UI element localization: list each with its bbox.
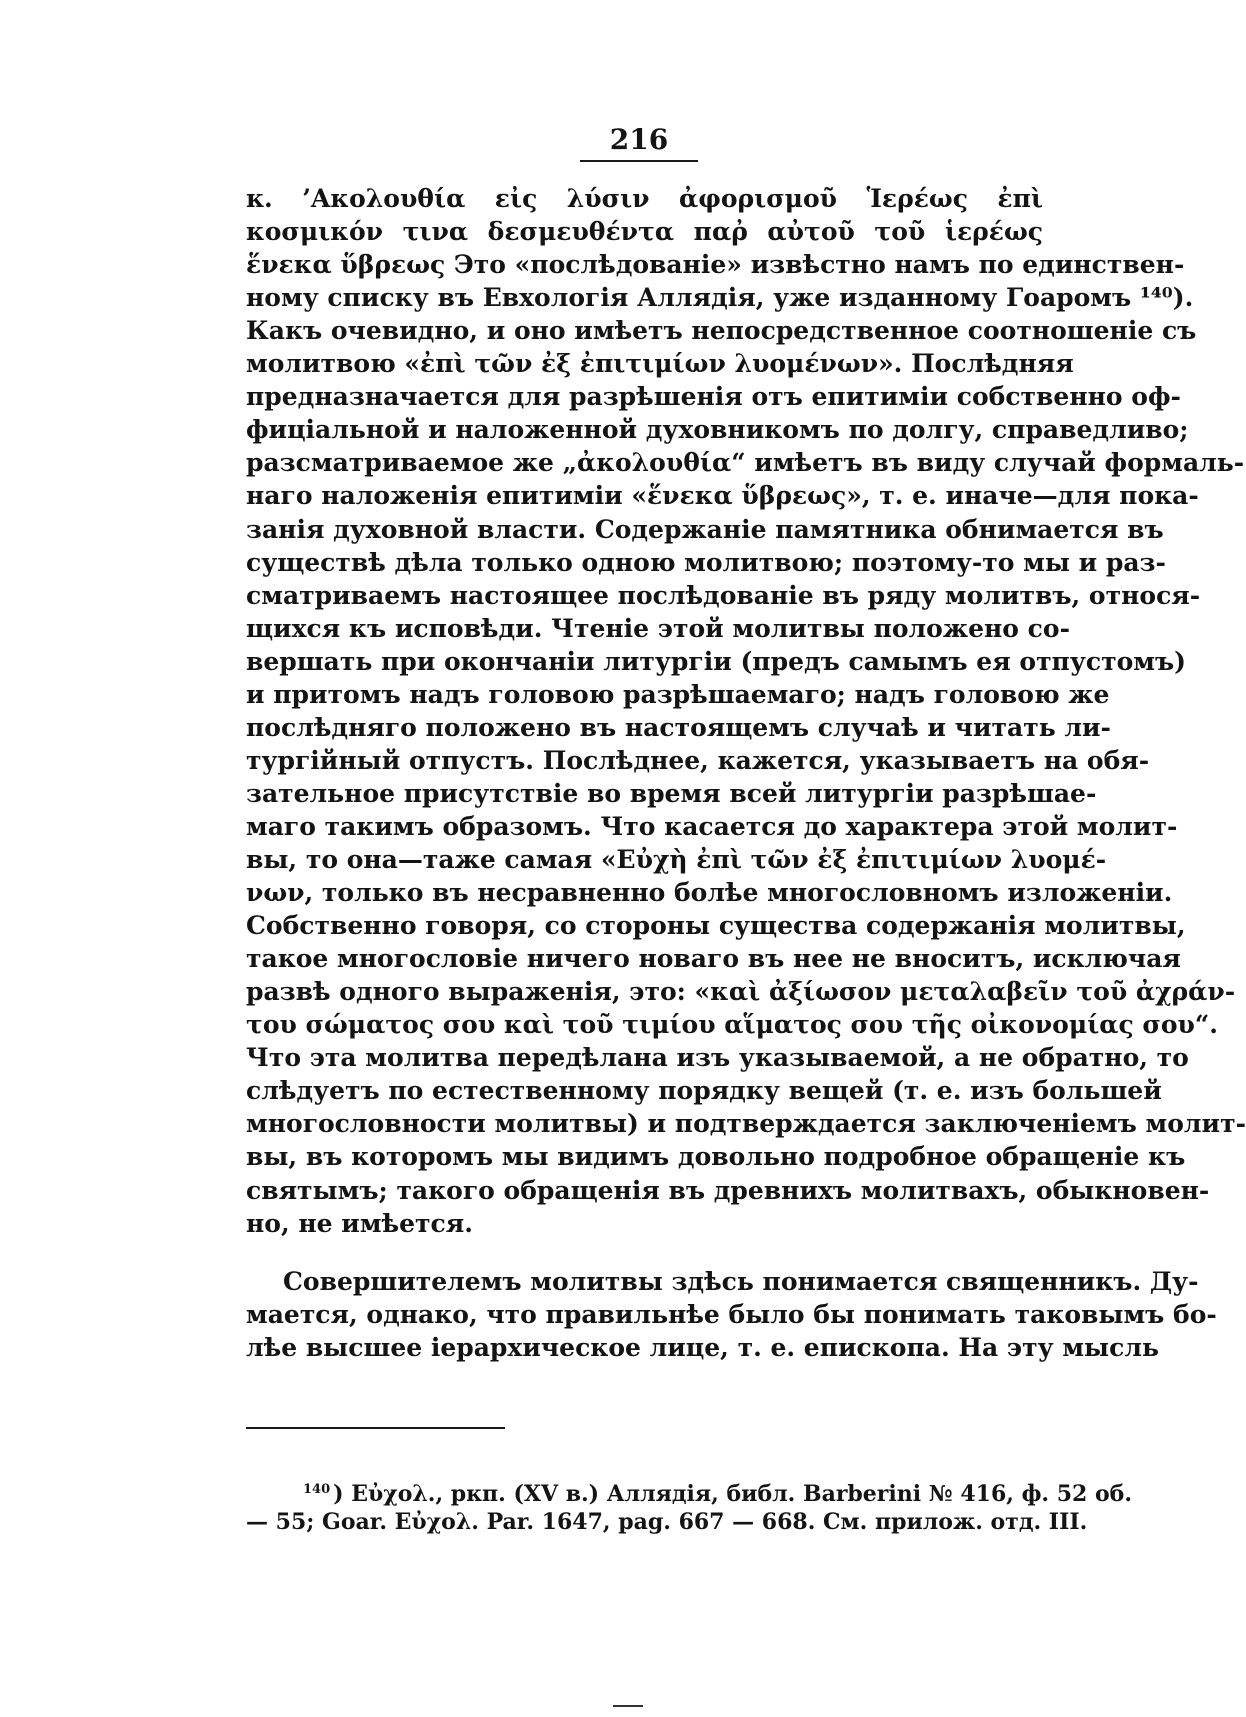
text-line: слѣдуетъ по естественному порядку вещей (т. е. изъ большей xyxy=(246,1076,1162,1105)
bottom-mark xyxy=(613,1705,643,1707)
text-line: существѣ дѣла только одною молитвою; поэтому-то мы и раз- xyxy=(246,548,1166,577)
text-line: предназначается для разрѣшенія отъ епитиміи собственно оф- xyxy=(246,382,1181,411)
text-line: разсматриваемое же „ἀκολουθία“ имѣетъ въ виду случай формаль- xyxy=(246,448,1245,477)
text-line: ному списку въ Евхологія Аллядія, уже изданному Гоаромъ ¹⁴⁰). xyxy=(246,283,1194,312)
footnote-line-1 xyxy=(303,1475,1133,1507)
text-line: маго такимъ образомъ. Что касается до характера этой молит- xyxy=(246,812,1178,841)
text-line: развѣ одного выраженія, это: «καὶ ἀξίωσον μεταλαβεῖν τοῦ ἀχράν- xyxy=(246,977,1236,1006)
page-number-rule xyxy=(580,160,698,162)
text-line: κοσμικόν τινα δεσμευθέντα παῤ αὐτοῦ τοῦ ἱερέως xyxy=(246,217,1043,246)
text-line: του σώματος σου καὶ τοῦ τιμίου αἵματος σου τῆς οἰκονομίας σου“. xyxy=(246,1010,1218,1039)
text-line: святымъ; такого обращенія въ древнихъ молитвахъ, обыкновен- xyxy=(246,1176,1210,1205)
text-line: тургійный отпустъ. Послѣднее, кажется, указываетъ на обя- xyxy=(246,746,1150,775)
text-line: и притомъ надъ головою разрѣшаемаго; надъ головою же xyxy=(246,680,1110,709)
page-number: 216 xyxy=(609,123,669,156)
text-line: вершать при окончаніи литургіи (предъ самымъ ея отпустомъ) xyxy=(246,647,1186,676)
text-line: занія духовной власти. Содержаніе памятника обнимается въ xyxy=(246,515,1164,544)
text-line: вы, то она—таже самая «Εὐχὴ ἐπὶ τῶν ἐξ ἐπιτιμίων λυομέ- xyxy=(246,845,1107,874)
text-line: Собственно говоря, со стороны существа содержанія молитвы, xyxy=(246,911,1186,940)
text-line: νων, только въ несравненно болѣе многословномъ изложеніи. xyxy=(246,878,1173,907)
footnote-marker: 140 xyxy=(303,1482,331,1497)
text-line: мается, однако, что правильнѣе было бы понимать таковымъ бо- xyxy=(246,1300,1217,1329)
text-line: Совершителемъ молитвы здѣсь понимается священникъ. Ду- xyxy=(283,1267,1199,1296)
text-line: такое многословіе ничего новаго въ нее не вноситъ, исключая xyxy=(246,944,1181,973)
text-line: но, не имѣется. xyxy=(246,1209,473,1238)
text-line: Какъ очевидно, и оно имѣетъ непосредственное соотношеніе съ xyxy=(246,316,1197,345)
text-line: ἕνεκα ὕβρεως Это «послѣдованіе» извѣстно намъ по единствен- xyxy=(246,250,1185,279)
text-line: молитвою «ἐπὶ τῶν ἐξ ἐπιτιμίων λυομένων». Послѣдняя xyxy=(246,349,1074,378)
text-line: многословности молитвы) и подтверждается заключеніемъ молит- xyxy=(246,1109,1246,1138)
text-line: зательное присутствіе во время всей литургіи разрѣшае- xyxy=(246,779,1097,808)
text-line: наго наложенія епитиміи «ἕνεκα ὕβρεως», т. е. иначе—для пока- xyxy=(246,481,1199,510)
text-line: Что эта молитва передѣлана изъ указываемой, а не обратно, то xyxy=(246,1043,1189,1072)
text-line: щихся къ исповѣди. Чтеніе этой молитвы положено со- xyxy=(246,614,1070,643)
text-line: послѣдняго положено въ настоящемъ случаѣ и читать ли- xyxy=(246,713,1111,742)
text-line: фиціальной и наложенной духовникомъ по долгу, справедливо; xyxy=(246,415,1189,444)
text-line: лѣе высшее іерархическое лице, т. е. епископа. На эту мысль xyxy=(246,1333,1159,1362)
text-line: сматриваемъ настоящее послѣдованіе въ ряду молитвъ, относя- xyxy=(246,581,1201,610)
footnote-separator xyxy=(246,1427,505,1429)
text-line: к. ’Ακολουθία εἰς λύσιν ἀφορισμοῦ Ἱερέως ἐπὶ xyxy=(246,184,1043,213)
footnote-text-1: ) Εὐχολ., ркп. (XV в.) Аллядія, библ. Barberini № 416, ф. 52 об. xyxy=(333,1481,1133,1507)
footnote-line-2: — 55; Goar. Εὐχολ. Par. 1647, pag. 667 — 668. См. прилож. отд. III. xyxy=(246,1509,1088,1535)
text-line: вы, въ которомъ мы видимъ довольно подробное обращеніе къ xyxy=(246,1142,1186,1171)
